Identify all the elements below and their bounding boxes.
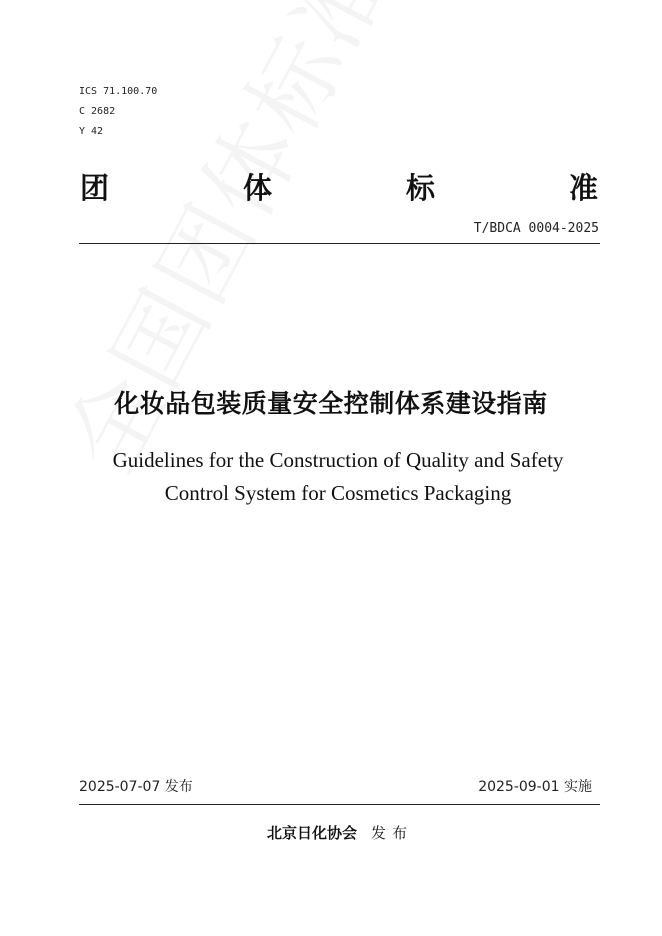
standard-type-char: 体 bbox=[242, 171, 272, 205]
top-divider bbox=[79, 243, 600, 244]
publisher-organization: 北京日化协会 bbox=[266, 824, 357, 842]
standard-type-char: 准 bbox=[568, 171, 598, 205]
standard-type-char: 团 bbox=[80, 171, 110, 205]
standard-type-heading bbox=[80, 166, 598, 207]
classification-code: Y 42 bbox=[79, 126, 104, 137]
publisher-line bbox=[0, 822, 662, 843]
chinese-title: 化妆品包装质量安全控制体系建设指南 bbox=[114, 389, 548, 418]
publish-action: 发布 bbox=[371, 824, 414, 842]
implementation-date: 2025-09-01 实施 bbox=[478, 779, 592, 795]
standard-type-char: 标 bbox=[405, 171, 435, 205]
issue-date: 2025-07-07 发布 bbox=[79, 779, 193, 795]
standard-number: T/BDCA 0004-2025 bbox=[473, 221, 599, 236]
bottom-divider bbox=[79, 804, 600, 805]
ccs-code: C 2682 bbox=[79, 106, 116, 117]
english-title-line-2: Control System for Cosmetics Packaging bbox=[164, 481, 512, 505]
ics-code: ICS 71.100.70 bbox=[79, 86, 158, 97]
english-title-line-1: Guidelines for the Construction of Quality and Safety bbox=[112, 448, 564, 472]
